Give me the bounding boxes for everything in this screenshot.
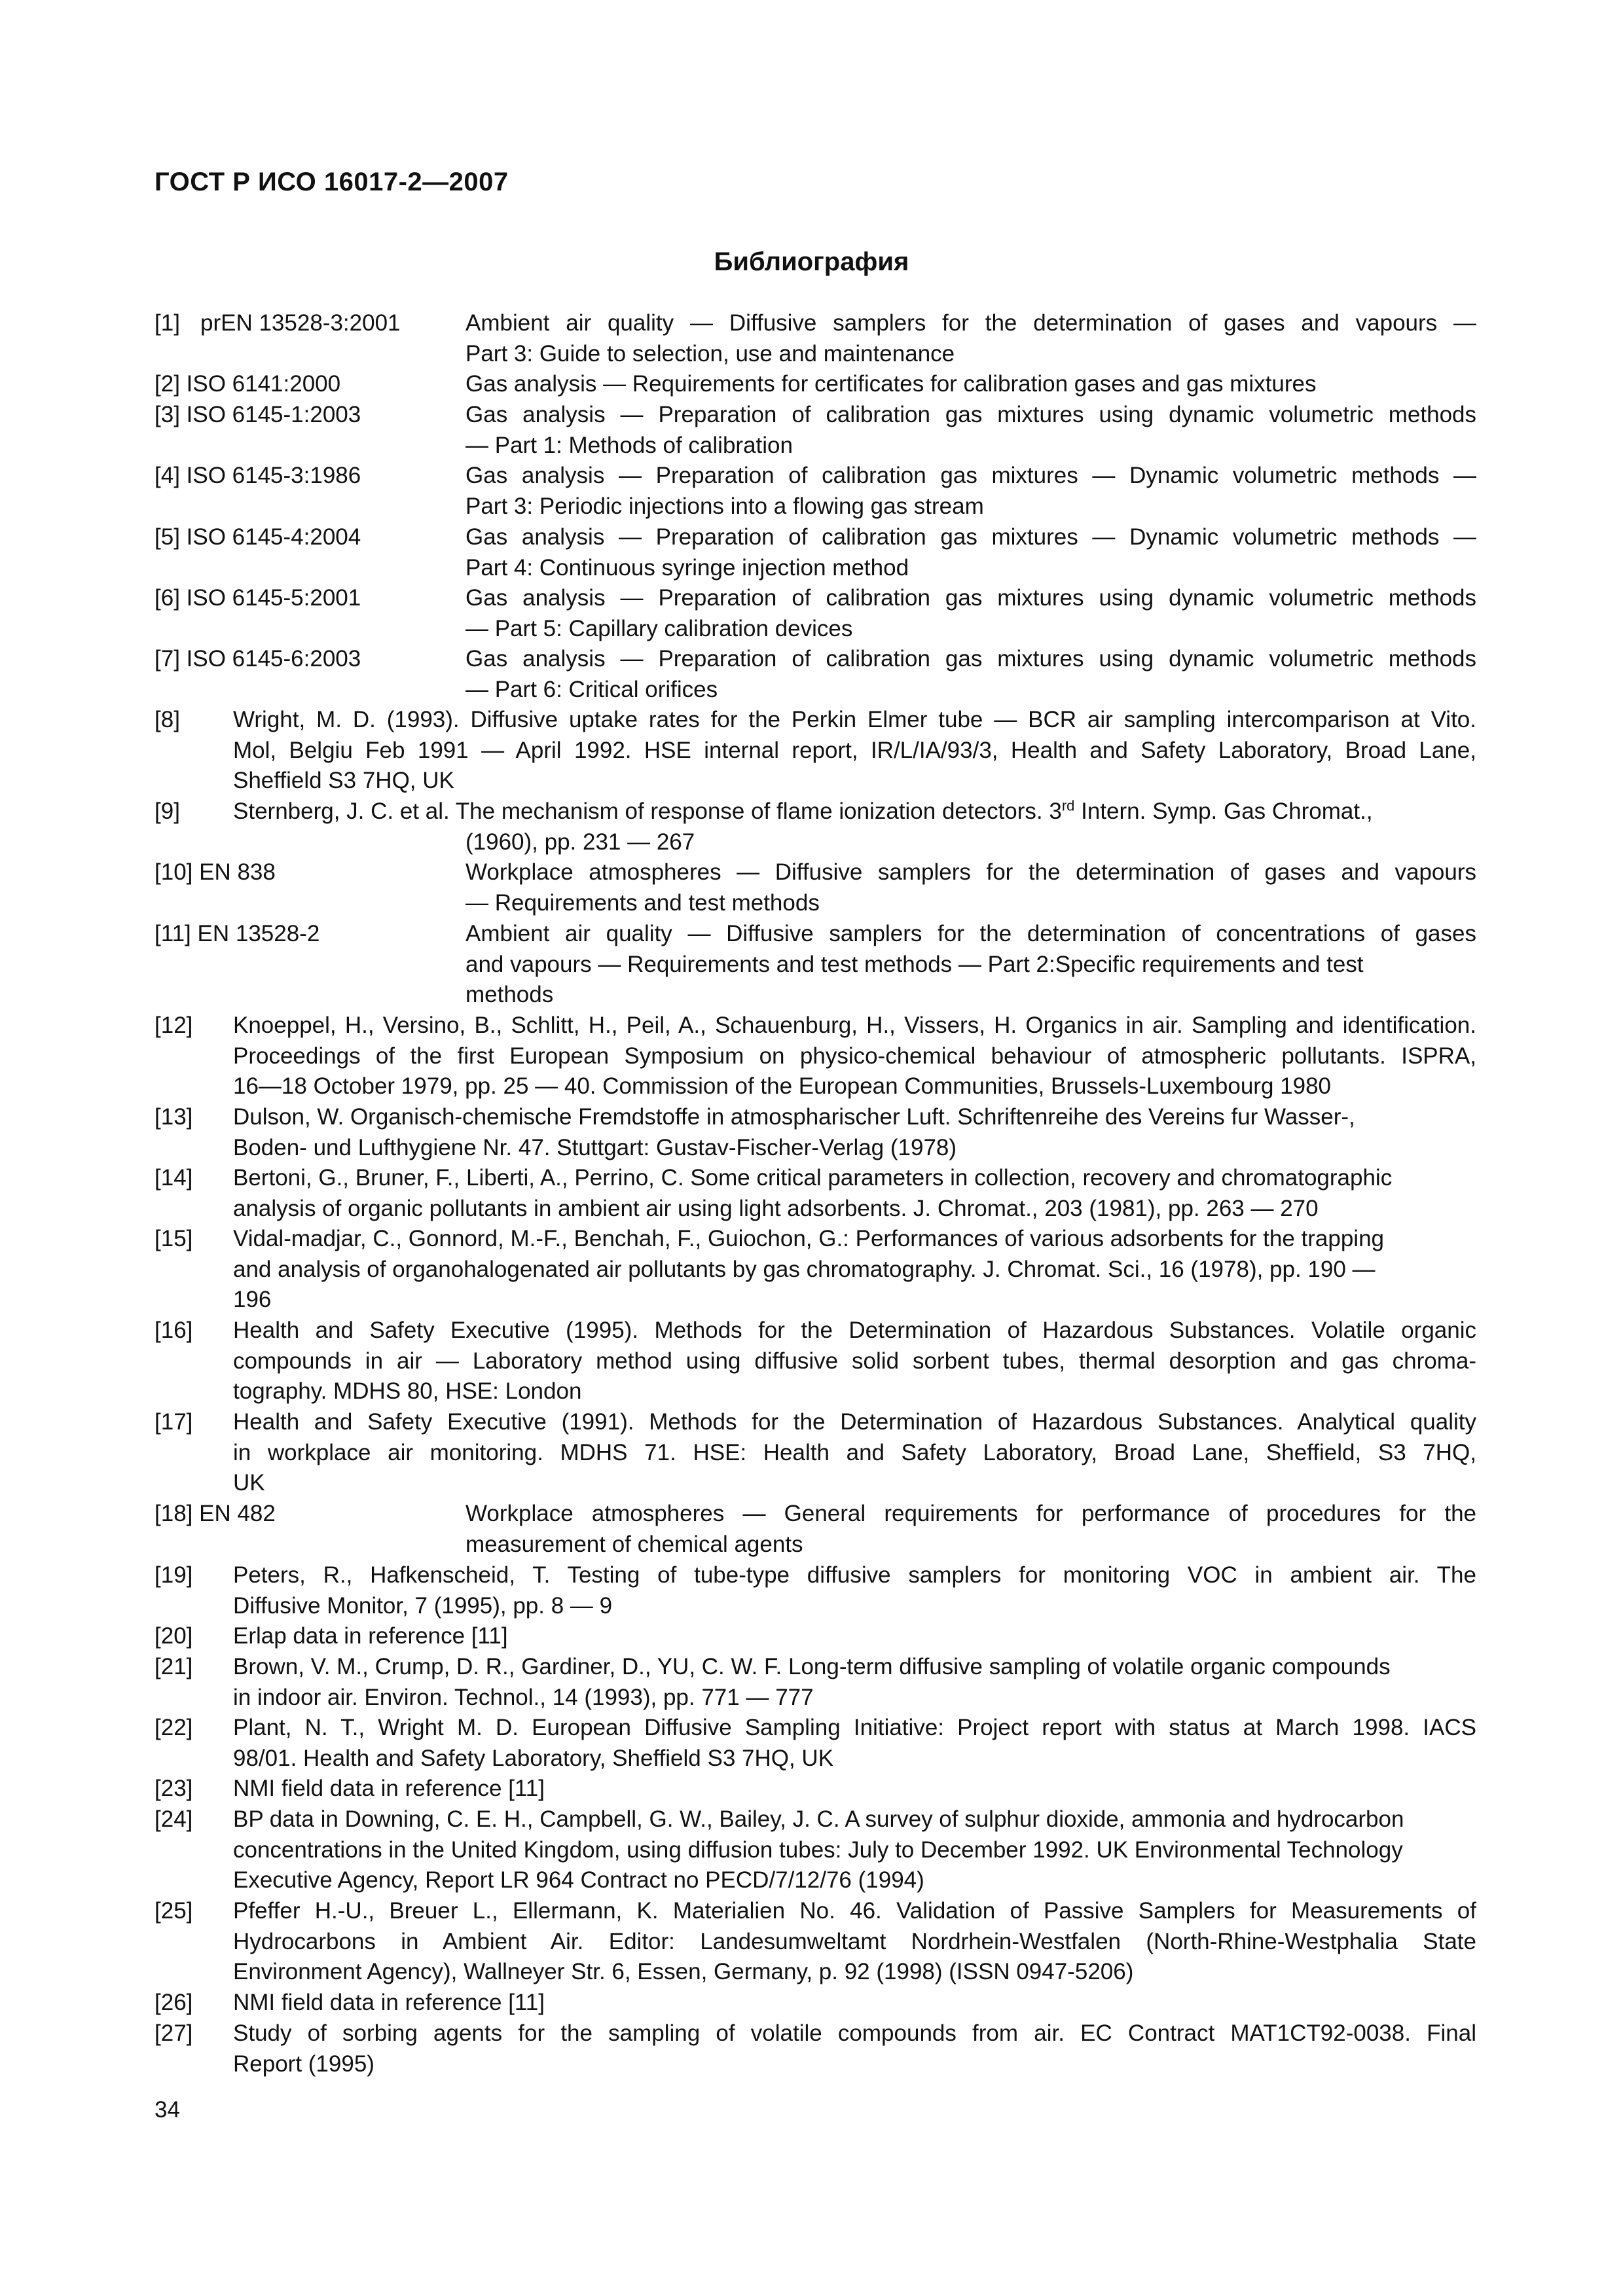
reference-text-line: Dulson, W. Organisch-chemische Fremdstoffe in atmospharischer Luft. Schriftenreihe des Vereins fur Wasser-, bbox=[233, 1104, 1355, 1130]
reference-number: [22] bbox=[155, 1715, 193, 1740]
reference-number: [2] ISO 6141:2000 bbox=[155, 371, 341, 397]
reference-code: prEN 13528-3:2001 bbox=[200, 310, 401, 336]
reference-text-line: — Part 5: Capillary calibration devices bbox=[465, 616, 853, 641]
reference-text-line: Gas analysis — Requirements for certificates for calibration gases and gas mixtures bbox=[465, 371, 1317, 397]
reference-text-line: compounds in air — Laboratory method using diffusive solid sorbent tubes, thermal desorption and gas chroma- bbox=[233, 1348, 1476, 1374]
reference-number: [17] bbox=[155, 1409, 193, 1435]
reference-text-line: Ambient air quality — Diffusive samplers for the determination of concentrations of gases bbox=[465, 921, 1476, 946]
reference-text-line: Vidal-madjar, C., Gonnord, M.-F., Benchah, F., Guiochon, G.: Performances of various adsorbents for the trapping bbox=[233, 1226, 1384, 1251]
reference-text-line: Gas analysis — Preparation of calibration gas mixtures using dynamic volumetric methods bbox=[465, 402, 1476, 427]
reference-text-line: Report (1995) bbox=[233, 2051, 374, 2077]
reference-text-line: Gas analysis — Preparation of calibration gas mixtures using dynamic volumetric methods bbox=[465, 585, 1476, 611]
superscript: rd bbox=[1061, 797, 1075, 814]
page-title: Библиография bbox=[714, 247, 909, 276]
reference-text-line: NMI field data in reference [11] bbox=[233, 1776, 545, 1801]
reference-text-line: Gas analysis — Preparation of calibration gas mixtures — Dynamic volumetric methods — bbox=[465, 524, 1476, 550]
reference-text-line: Environment Agency), Wallneyer Str. 6, Essen, Germany, p. 92 (1998) (ISSN 0947-5206) bbox=[233, 1959, 1134, 1984]
reference-text-line: Part 3: Guide to selection, use and maintenance bbox=[465, 341, 955, 367]
reference-text-line: in workplace air monitoring. MDHS 71. HSE: Health and Safety Laboratory, Broad Lane, Sheffield, S3 7HQ, bbox=[233, 1440, 1476, 1465]
reference-text-line: Hydrocarbons in Ambient Air. Editor: Landesumweltamt Nordrhein-Westfalen (North-Rhine-Westphalia State bbox=[233, 1929, 1476, 1954]
reference-number: [27] bbox=[155, 2020, 193, 2046]
reference-text-line: Gas analysis — Preparation of calibration gas mixtures using dynamic volumetric methods bbox=[465, 646, 1476, 672]
reference-number: [20] bbox=[155, 1623, 193, 1649]
reference-text-line: measurement of chemical agents bbox=[465, 1532, 803, 1557]
reference-number: [3] ISO 6145-1:2003 bbox=[155, 402, 361, 427]
reference-text-line: and analysis of organohalogenated air pollutants by gas chromatography. J. Chromat. Sci., 16 (1978), pp. 190 — bbox=[233, 1257, 1376, 1282]
reference-number: [23] bbox=[155, 1776, 193, 1801]
reference-text-line: Bertoni, G., Bruner, F., Liberti, A., Perrino, C. Some critical parameters in collection, recovery and chromatographic bbox=[233, 1165, 1393, 1191]
reference-text-line: 98/01. Health and Safety Laboratory, Sheffield S3 7HQ, UK bbox=[233, 1746, 834, 1771]
reference-text-line: in indoor air. Environ. Technol., 14 (1993), pp. 771 — 777 bbox=[233, 1685, 814, 1710]
reference-text: Sternberg, J. C. et al. The mechanism of response of flame ionization detectors. 3 bbox=[233, 798, 1062, 824]
reference-text-line: Sheffield S3 7HQ, UK bbox=[233, 768, 454, 793]
page-number: 34 bbox=[155, 2097, 180, 2123]
reference-text-line: tography. MDHS 80, HSE: London bbox=[233, 1378, 582, 1404]
reference-text-line: — Requirements and test methods bbox=[465, 890, 820, 916]
reference-number: [15] bbox=[155, 1226, 193, 1251]
reference-text-line: Health and Safety Executive (1991). Methods for the Determination of Hazardous Substances. Analytical quality bbox=[233, 1409, 1476, 1435]
reference-text-line: Plant, N. T., Wright M. D. European Diffusive Sampling Initiative: Project report with status at March 1998. IACS bbox=[233, 1715, 1476, 1740]
reference-number: [1] bbox=[155, 310, 180, 336]
reference-text-line: analysis of organic pollutants in ambient air using light adsorbents. J. Chromat., 203 (1981), pp. 263 — 270 bbox=[233, 1196, 1319, 1221]
reference-text-line: Proceedings of the first European Symposium on physico-chemical behaviour of atmospheric pollutants. ISPRA, bbox=[233, 1043, 1476, 1069]
reference-text-line bbox=[233, 797, 1373, 827]
reference-text-line: Health and Safety Executive (1995). Methods for the Determination of Hazardous Substances. Volatile organic bbox=[233, 1318, 1476, 1343]
reference-text-line: Pfeffer H.-U., Breuer L., Ellermann, K. Materialien No. 46. Validation of Passive Samplers for Measurements of bbox=[233, 1898, 1476, 1924]
reference-text-line: concentrations in the United Kingdom, using diffusion tubes: July to December 1992. UK Environmental Technology bbox=[233, 1837, 1403, 1863]
reference-text-line: Mol, Belgiu Feb 1991 — April 1992. HSE internal report, IR/L/IA/93/3, Health and Safety Laboratory, Broad Lane, bbox=[233, 738, 1476, 763]
reference-number: [18] EN 482 bbox=[155, 1501, 276, 1526]
reference-number: [5] ISO 6145-4:2004 bbox=[155, 524, 361, 550]
reference-text-line: — Part 6: Critical orifices bbox=[465, 677, 718, 702]
reference-text-line: Part 4: Continuous syringe injection method bbox=[465, 555, 909, 581]
reference-number: [12] bbox=[155, 1013, 193, 1038]
reference-text-line: Workplace atmospheres — Diffusive samplers for the determination of gases and vapours bbox=[465, 859, 1476, 885]
reference-text-line: Wright, M. D. (1993). Diffusive uptake rates for the Perkin Elmer tube — BCR air sampling intercomparison at Vito. bbox=[233, 707, 1476, 732]
reference-text-line: (1960), pp. 231 — 267 bbox=[465, 829, 695, 855]
reference-text-line: Study of sorbing agents for the sampling of volatile compounds from air. EC Contract MAT1CT92-0038. Final bbox=[233, 2020, 1476, 2046]
reference-text: Intern. Symp. Gas Chromat., bbox=[1074, 798, 1373, 824]
reference-number: [14] bbox=[155, 1165, 193, 1191]
reference-number: [19] bbox=[155, 1562, 193, 1588]
reference-text-line: Ambient air quality — Diffusive samplers for the determination of gases and vapours — bbox=[465, 310, 1476, 336]
reference-number: [24] bbox=[155, 1806, 193, 1832]
reference-number: [11] EN 13528-2 bbox=[155, 921, 320, 946]
reference-number: [25] bbox=[155, 1898, 193, 1924]
reference-text-line: and vapours — Requirements and test methods — Part 2:Specific requirements and test bbox=[465, 952, 1364, 977]
reference-number: [16] bbox=[155, 1318, 193, 1343]
reference-number: [10] EN 838 bbox=[155, 859, 276, 885]
reference-text-line: Executive Agency, Report LR 964 Contract no PECD/7/12/76 (1994) bbox=[233, 1867, 924, 1893]
reference-text-line: UK bbox=[233, 1470, 265, 1496]
reference-number: [4] ISO 6145-3:1986 bbox=[155, 463, 361, 488]
document-header: ГОСТ Р ИСО 16017-2—2007 bbox=[155, 168, 509, 196]
reference-text-line: Erlap data in reference [11] bbox=[233, 1623, 508, 1649]
reference-number: [26] bbox=[155, 1990, 193, 2015]
reference-text-line: Boden- und Lufthygiene Nr. 47. Stuttgart: Gustav-Fischer-Verlag (1978) bbox=[233, 1135, 957, 1160]
reference-number: [21] bbox=[155, 1654, 193, 1679]
reference-text-line: Part 3: Periodic injections into a flowing gas stream bbox=[465, 493, 984, 519]
reference-text-line: Peters, R., Hafkenscheid, T. Testing of tube-type diffusive samplers for monitoring VOC in ambient air. The bbox=[233, 1562, 1476, 1588]
reference-number: [9] bbox=[155, 798, 180, 824]
reference-text-line: 196 bbox=[233, 1287, 272, 1312]
reference-text-line: NMI field data in reference [11] bbox=[233, 1990, 545, 2015]
reference-number: [13] bbox=[155, 1104, 193, 1130]
reference-text-line: Gas analysis — Preparation of calibration gas mixtures — Dynamic volumetric methods — bbox=[465, 463, 1476, 488]
reference-text-line: 16—18 October 1979, pp. 25 — 40. Commission of the European Communities, Brussels-Luxembourg 1980 bbox=[233, 1073, 1332, 1099]
reference-number: [7] ISO 6145-6:2003 bbox=[155, 646, 361, 672]
reference-text-line: Diffusive Monitor, 7 (1995), pp. 8 — 9 bbox=[233, 1593, 613, 1619]
reference-text-line: Brown, V. M., Crump, D. R., Gardiner, D., YU, C. W. F. Long-term diffusive sampling of volatile organic compounds bbox=[233, 1654, 1391, 1679]
reference-text-line: Knoeppel, H., Versino, B., Schlitt, H., Peil, A., Schauenburg, H., Vissers, H. Organics in air. Sampling and identification. bbox=[233, 1013, 1476, 1038]
reference-number: [8] bbox=[155, 707, 180, 732]
reference-text-line: methods bbox=[465, 982, 554, 1007]
reference-text-line: BP data in Downing, C. E. H., Campbell, G. W., Bailey, J. C. A survey of sulphur dioxide, ammonia and hydrocarbon bbox=[233, 1806, 1404, 1832]
reference-text-line: — Part 1: Methods of calibration bbox=[465, 433, 793, 458]
reference-text-line: Workplace atmospheres — General requirements for performance of procedures for the bbox=[465, 1501, 1476, 1526]
reference-number: [6] ISO 6145-5:2001 bbox=[155, 585, 361, 611]
